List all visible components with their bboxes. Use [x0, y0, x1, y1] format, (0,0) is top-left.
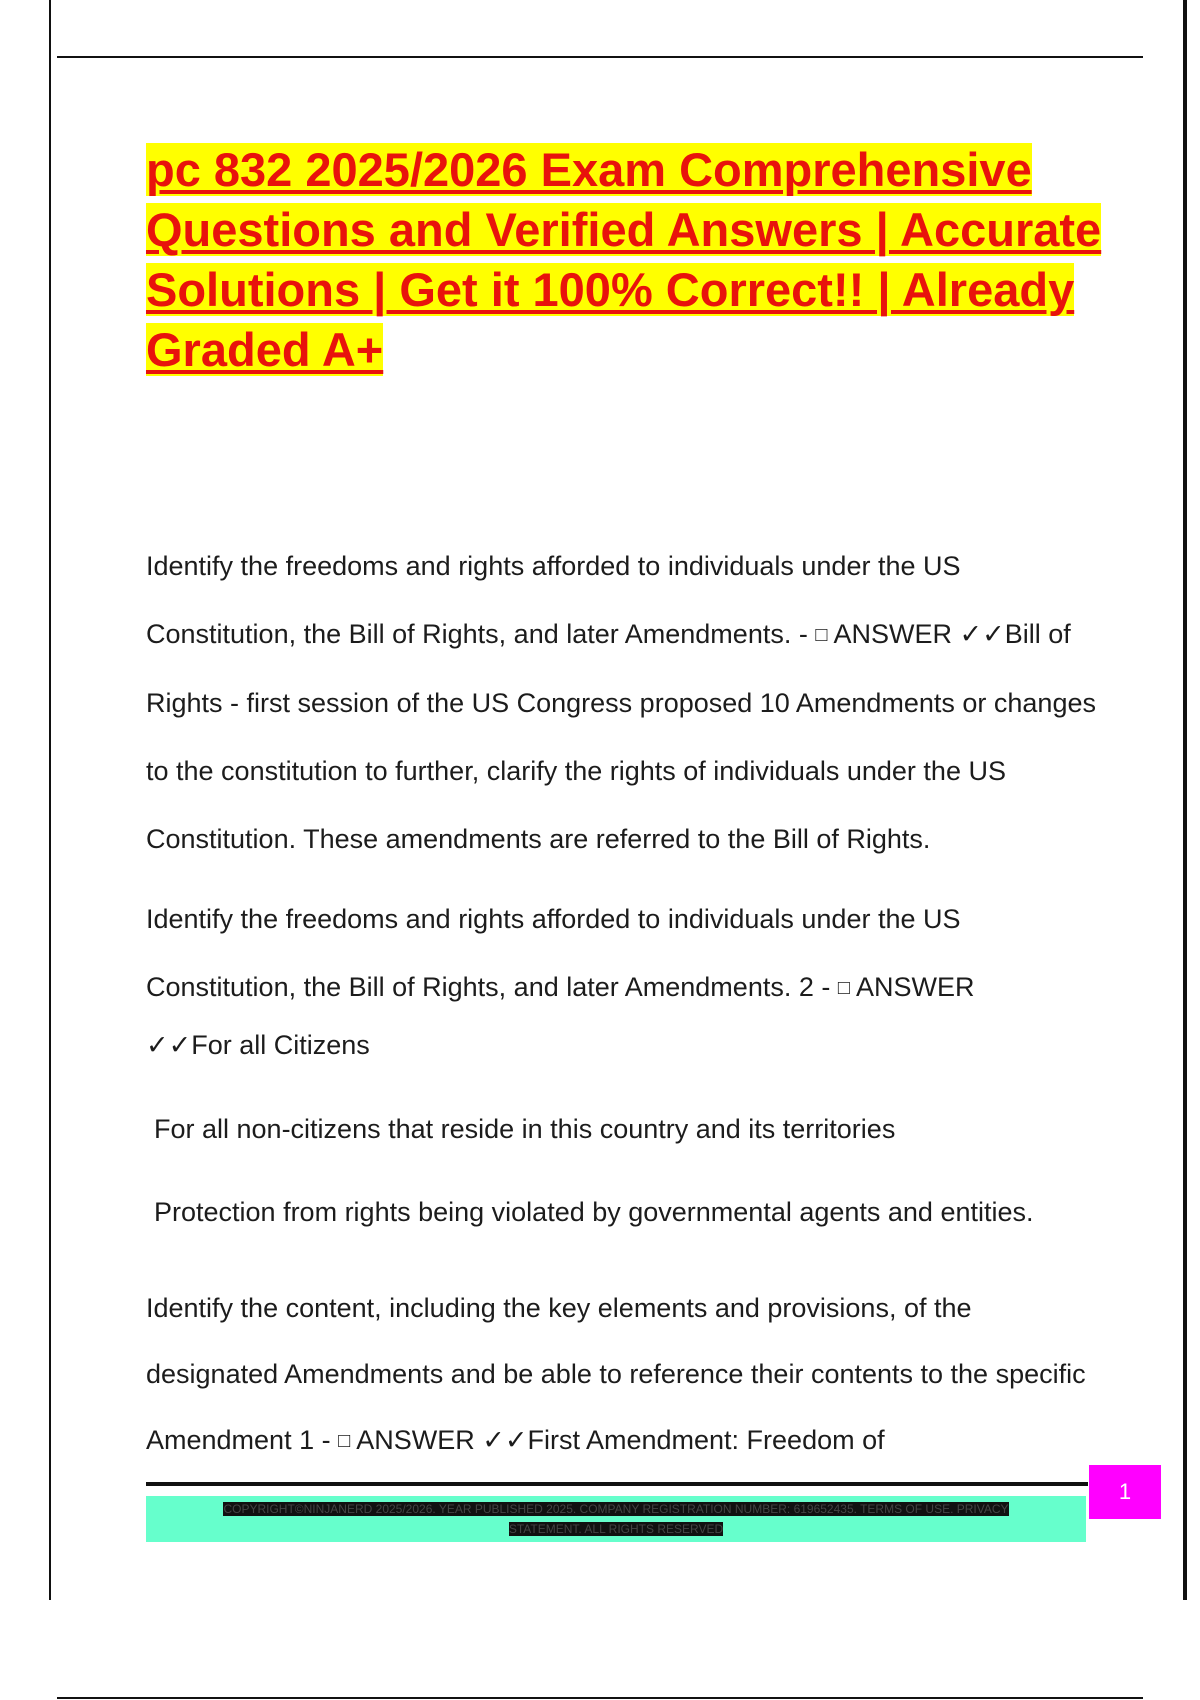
answer-label: ANSWER ✓✓ [356, 1425, 528, 1455]
qa-item [146, 1275, 1096, 1474]
answer-marker-icon: □ [837, 977, 850, 999]
qa-item [146, 885, 1096, 1022]
question-text: Identify the content, including the key elements and provisions, of the designated Amendments and be able to reference their contents to the specific Amendment 1 - [146, 1293, 1086, 1455]
answer-text: ✓✓For all Citizens [146, 1030, 370, 1060]
next-page-rule [57, 1697, 1143, 1699]
question-text: Identify the freedoms and rights afforded to individuals under the US Constitution, the Bill of Rights, and later Amendments. 2 - [146, 904, 961, 1002]
footer-rule [146, 1482, 1088, 1486]
document-title: pc 832 2025/2026 Exam Comprehensive Questions and Verified Answers | Accurate Solutions | Get it 100% Correct!! | Already Graded A+ [146, 143, 1102, 376]
answer-text: Protection from rights being violated by governmental agents and entities. [154, 1197, 1034, 1227]
answer-label: ANSWER ✓✓ [833, 619, 1005, 649]
page-border-left [49, 0, 51, 1600]
copyright-footer [146, 1496, 1086, 1542]
answer-text: Bill of Rights - first session of the US Congress proposed 10 Amendments or changes to the constitution to further, clarify the rights of individuals under the US Constitution. These amendments are referred to the Bill of Rights. [146, 619, 1096, 854]
answer-marker-icon: □ [338, 1430, 351, 1452]
page-number-badge: 1 [1089, 1465, 1161, 1519]
answer-text: For all non-citizens that reside in this country and its territories [154, 1114, 896, 1144]
answer-marker-icon: □ [815, 624, 828, 646]
qa-item [146, 532, 1096, 873]
copyright-line: STATEMENT. ALL RIGHTS RESERVED [508, 1522, 724, 1536]
header-rule [57, 56, 1143, 58]
page-border-right [1183, 0, 1187, 1600]
copyright-line: COPYRIGHT©NINJANERD 2025/2026. YEAR PUBLISHED 2025. COMPANY REGISTRATION NUMBER: 619652435. TERMS OF USE. PRIVACY [223, 1502, 1009, 1516]
question-text: Identify the freedoms and rights afforded to individuals under the US Constitution, the Bill of Rights, and later Amendments. - [146, 551, 961, 649]
answer-text: First Amendment: Freedom of [527, 1425, 885, 1455]
answer-label: ANSWER [855, 972, 975, 1002]
